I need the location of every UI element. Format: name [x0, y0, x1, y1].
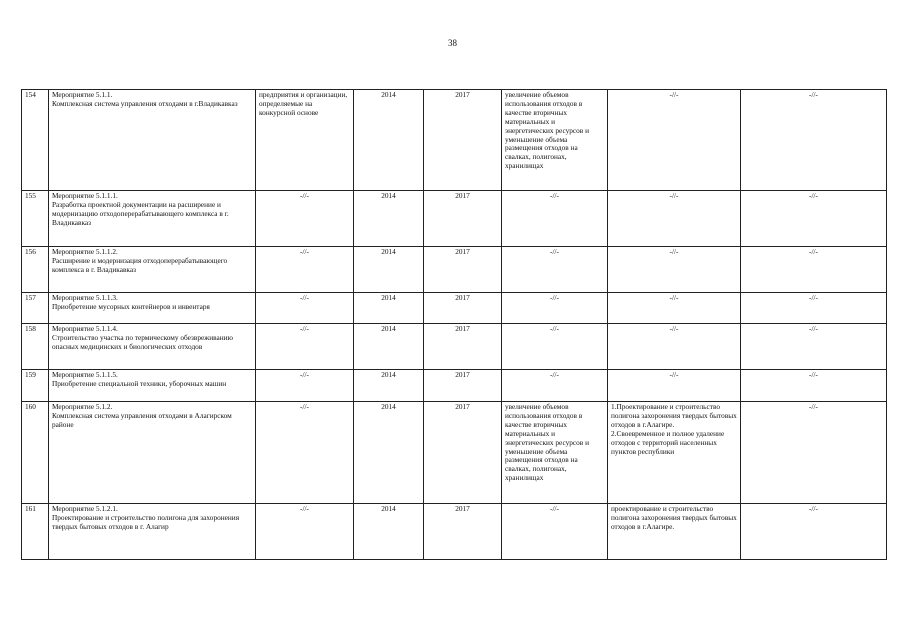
- table-row: [22, 293, 887, 324]
- measure-name: Мероприятие 5.1.1.5. Приобретение специальной техники, уборочных машин: [49, 370, 256, 402]
- column-7: -//-: [608, 90, 741, 191]
- table-row: [22, 324, 887, 370]
- column-8: -//-: [741, 324, 887, 370]
- measure-name: Мероприятие 5.1.2.1. Проектирование и строительство полигона для захоронения твердых бытовых отходов в г. Алагир: [49, 504, 256, 560]
- row-number: 154: [22, 90, 49, 191]
- row-number: 157: [22, 293, 49, 324]
- column-8: -//-: [741, 402, 887, 504]
- end-year: 2017: [424, 370, 502, 402]
- start-year: 2014: [354, 504, 424, 560]
- row-number: 161: [22, 504, 49, 560]
- column-7: проектирование и строительство полигона захоронения твердых бытовых отходов в г.Алагире.: [608, 504, 741, 560]
- executor: -//-: [256, 247, 354, 293]
- expected-result: увеличение объемов использования отходов в качестве вторичных материальных и энергетических ресурсов и уменьшение объема размещения отходов на свалках, полигонах, хранилищах: [502, 402, 608, 504]
- expected-result: -//-: [502, 504, 608, 560]
- end-year: 2017: [424, 247, 502, 293]
- column-8: -//-: [741, 191, 887, 247]
- executor: -//-: [256, 402, 354, 504]
- column-8: -//-: [741, 90, 887, 191]
- start-year: 2014: [354, 402, 424, 504]
- start-year: 2014: [354, 293, 424, 324]
- measure-name: Мероприятие 5.1.1.3. Приобретение мусорных контейнеров и инвентаря: [49, 293, 256, 324]
- start-year: 2014: [354, 191, 424, 247]
- measure-name: Мероприятие 5.1.1. Комплексная система управления отходами в г.Владикавказ: [49, 90, 256, 191]
- table-row: [22, 247, 887, 293]
- executor: -//-: [256, 504, 354, 560]
- table-row: [22, 90, 887, 191]
- table-row: [22, 370, 887, 402]
- end-year: 2017: [424, 191, 502, 247]
- measure-name: Мероприятие 5.1.2. Комплексная система управления отходами в Алагирском районе: [49, 402, 256, 504]
- column-7: 1.Проектирование и строительство полигона захоронения твердых бытовых отходов в г.Алагире. 2.Своевременное и полное удаление отходов с территорий населенных пунктов республики: [608, 402, 741, 504]
- table-body: [22, 90, 887, 560]
- row-number: 159: [22, 370, 49, 402]
- column-7: -//-: [608, 191, 741, 247]
- column-7: -//-: [608, 293, 741, 324]
- measure-name: Мероприятие 5.1.1.4. Строительство участка по термическому обезвреживанию опасных медицинских и биологических отходов: [49, 324, 256, 370]
- executor: -//-: [256, 324, 354, 370]
- column-8: -//-: [741, 504, 887, 560]
- row-number: 156: [22, 247, 49, 293]
- executor: предприятия и организации, определяемые на конкурсной основе: [256, 90, 354, 191]
- row-number: 155: [22, 191, 49, 247]
- measure-name: Мероприятие 5.1.1.2. Расширение и модернизация отходоперерабатывающего комплекса в г. Владикавказ: [49, 247, 256, 293]
- table-row: [22, 191, 887, 247]
- program-table: [21, 89, 887, 560]
- column-8: -//-: [741, 293, 887, 324]
- end-year: 2017: [424, 293, 502, 324]
- end-year: 2017: [424, 90, 502, 191]
- expected-result: -//-: [502, 191, 608, 247]
- start-year: 2014: [354, 324, 424, 370]
- expected-result: -//-: [502, 293, 608, 324]
- column-7: -//-: [608, 247, 741, 293]
- table-row: [22, 504, 887, 560]
- expected-result: -//-: [502, 324, 608, 370]
- page-number: 38: [448, 38, 457, 48]
- column-8: -//-: [741, 247, 887, 293]
- expected-result: -//-: [502, 247, 608, 293]
- end-year: 2017: [424, 324, 502, 370]
- column-8: -//-: [741, 370, 887, 402]
- row-number: 158: [22, 324, 49, 370]
- end-year: 2017: [424, 504, 502, 560]
- table-row: [22, 402, 887, 504]
- column-7: -//-: [608, 370, 741, 402]
- end-year: 2017: [424, 402, 502, 504]
- row-number: 160: [22, 402, 49, 504]
- start-year: 2014: [354, 247, 424, 293]
- column-7: -//-: [608, 324, 741, 370]
- executor: -//-: [256, 370, 354, 402]
- measure-name: Мероприятие 5.1.1.1. Разработка проектной документации на расширение и модернизацию отходоперерабатывающего комплекса в г. Владикавказ: [49, 191, 256, 247]
- start-year: 2014: [354, 90, 424, 191]
- expected-result: увеличение объемов использования отходов в качестве вторичных материальных и энергетических ресурсов и уменьшение объема размещения отходов на свалках, полигонах, хранилищах: [502, 90, 608, 191]
- expected-result: -//-: [502, 370, 608, 402]
- start-year: 2014: [354, 370, 424, 402]
- executor: -//-: [256, 293, 354, 324]
- executor: -//-: [256, 191, 354, 247]
